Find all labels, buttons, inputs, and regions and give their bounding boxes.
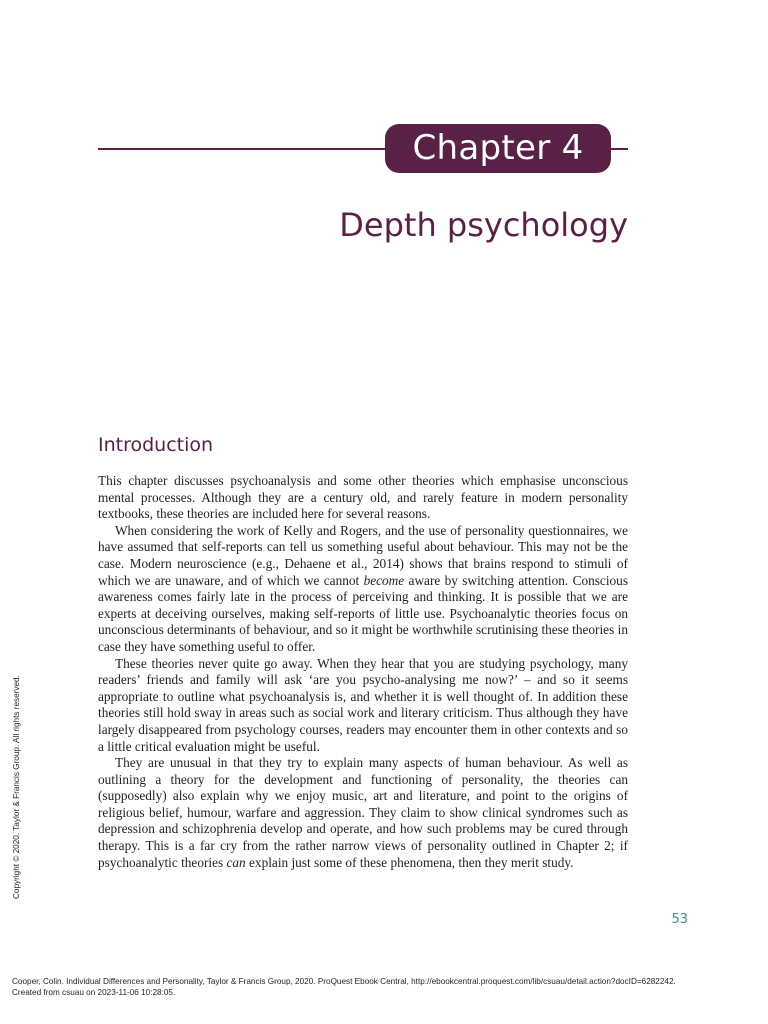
paragraph-2-text-a: When considering the work of Kelly and Rogers, and the use of personality questionnaires, we have assumed that self-reports can tell us something useful about behaviour. This may not be the case. Modern neuroscience (e.g., Dehaene et al., 2014) shows that brains respond to stimuli of which we are unaware, and of which we cannot: [98, 522, 628, 588]
paragraph-2-emphasis: become: [363, 572, 405, 588]
body-text: [98, 473, 628, 871]
footer-line-1: Cooper, Colin. Individual Differences and Personality, Taylor & Francis Group, 2020. ProQuest Ebook Central, http://ebookcentral.proquest.com/lib/csuau/detail.action?docID=6282242.: [12, 977, 676, 986]
paragraph-4-emphasis: can: [226, 854, 246, 870]
footer-citation: [12, 977, 676, 998]
section-heading: Introduction: [98, 434, 214, 456]
paragraph-2: [98, 523, 628, 656]
paragraph-3: These theories never quite go away. When they hear that you are studying psychology, many readers’ friends and family will ask ‘are you psycho-analysing me now?’ – and so it seems appropriate to outline what psychoanalysis is, and whether it is well thought of. In addition these theories still hold sway in areas such as social work and literary criticism. Thus although they have largely disappeared from psychology courses, readers may encounter them in other contexts and so a little critical evaluation might be useful.: [98, 655, 628, 754]
paragraph-4-text-a: They are unusual in that they try to explain many aspects of human behaviour. As well as outlining a theory for the development and functioning of personality, the theories can (supposedly) also explain why we enjoy music, art and literature, and point to the origins of religious belief, humour, warfare and aggression. They claim to show clinical syndromes such as depression and schizophrenia develop and operate, and how such problems may be cured through therapy. This is a far cry from the rather narrow views of personality outlined in Chapter 2; if psychoanalytic theories: [98, 755, 628, 870]
paragraph-4-text-b: explain just some of these phenomena, then they merit study.: [245, 854, 574, 870]
paragraph-2-text-b: aware by switching attention. Conscious awareness comes fairly late in the process of perceiving and thinking. It is possible that we are experts at deceiving ourselves, making self-reports of little use. Psychoanalytic theories focus on unconscious determinants of behaviour, and so it might be worthwhile scrutinising these theories in case they have something useful to offer.: [98, 572, 628, 654]
chapter-rule-left: [98, 148, 390, 150]
side-copyright: Copyright © 2020. Taylor & Francis Group. All rights reserved.: [12, 675, 21, 899]
chapter-title: Depth psychology: [339, 206, 628, 244]
footer-line-2: Created from csuau on 2023-11-06 10:28:05.: [12, 987, 176, 997]
chapter-label: Chapter 4: [385, 124, 611, 173]
page-number: 53: [671, 912, 688, 927]
paragraph-4: [98, 755, 628, 871]
paragraph-1: This chapter discusses psychoanalysis and some other theories which emphasise unconscious mental processes. Although they are a century old, and rarely feature in modern personality textbooks, these theories are included here for several reasons.: [98, 473, 628, 522]
